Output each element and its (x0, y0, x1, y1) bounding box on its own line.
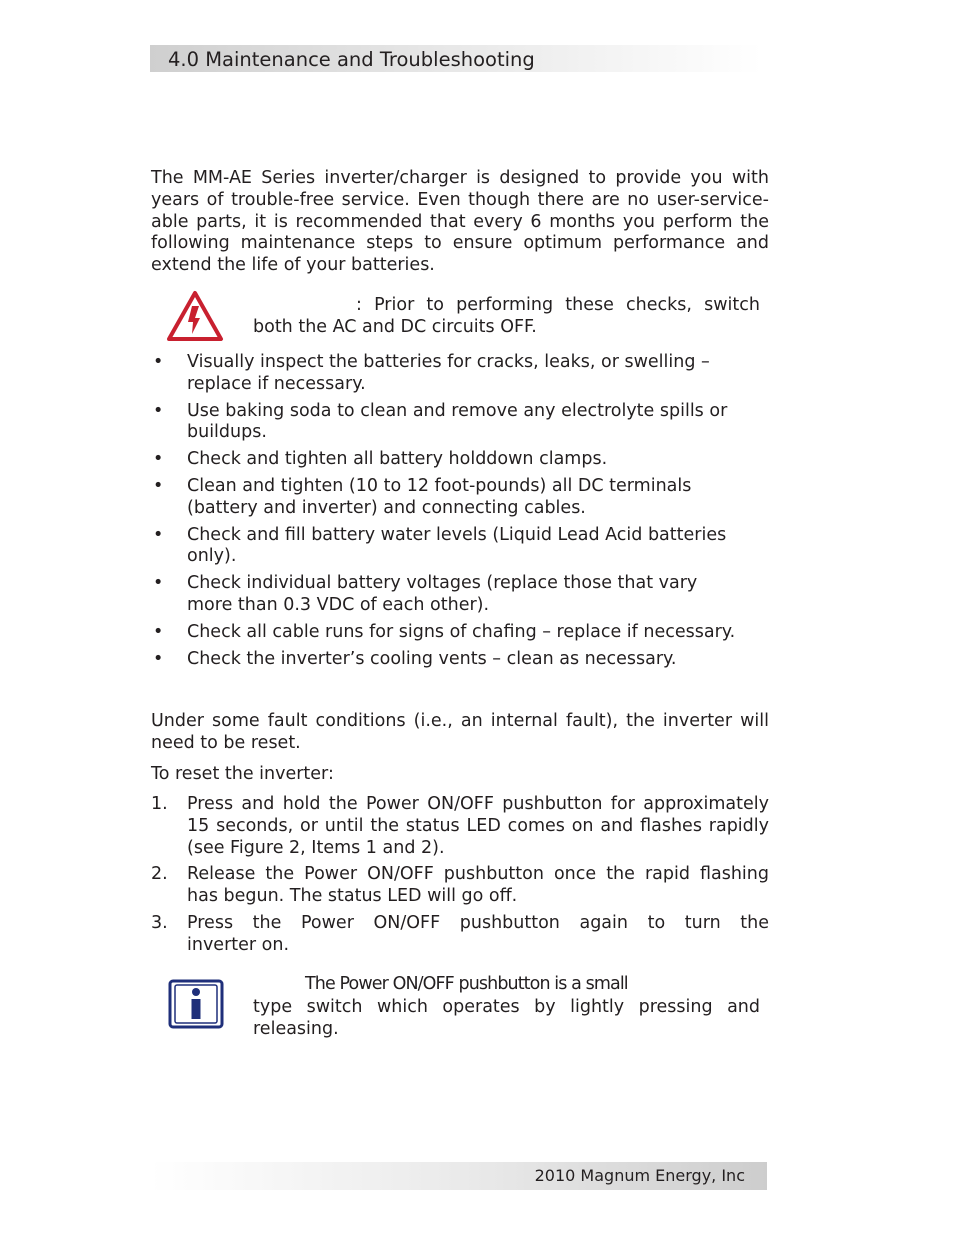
intro-line: able parts, it is recommended that every 6 months you perform the (151, 211, 769, 232)
list-item (151, 476, 771, 520)
step-number: 3. (151, 912, 168, 933)
list-item-text: Visually inspect the batteries for cracks, leaks, or swelling – (187, 352, 710, 372)
list-item-text: replace if necessary. (187, 373, 366, 394)
list-item (151, 525, 771, 569)
list-item-text: Check individual battery voltages (replace those that vary (187, 573, 698, 594)
step-text: (see Figure 2, Items 1 and 2). (187, 837, 445, 858)
note-text: type switch which operates by lightly pressing and (253, 997, 760, 1017)
bullet: • (153, 573, 164, 594)
list-item (151, 649, 771, 671)
list-item-text: Check and tighten all battery holddown clamps. (187, 449, 608, 470)
step-text: Release the Power ON/OFF pushbutton once the rapid flashing (187, 864, 769, 885)
intro-paragraph (151, 168, 769, 277)
list-item (151, 573, 771, 617)
intro-line: years of trouble-free service. Even though there are no user-service- (151, 189, 769, 210)
maintenance-checklist (151, 352, 771, 670)
list-item-text: Check and fill battery water levels (Liquid Lead Acid batteries (187, 524, 727, 545)
step-number: 1. (151, 794, 168, 814)
warning-text: both the AC and DC circuits OFF. (253, 317, 537, 337)
step-text: 15 seconds, or until the status LED comes on and flashes rapidly (187, 815, 769, 836)
intro-line: The MM-AE Series inverter/charger is designed to provide you with (151, 168, 769, 188)
warning-lightning-icon (166, 290, 224, 342)
reset-intro-line: Under some fault conditions (i.e., an internal fault), the inverter will (151, 711, 769, 731)
list-item (151, 352, 771, 396)
footer-text: 2010 Magnum Energy, Inc (534, 1166, 745, 1185)
note-text: The Power ON/OFF pushbutton is a small (305, 974, 628, 994)
reset-intro-line: need to be reset. (151, 732, 301, 753)
step-text: Press and hold the Power ON/OFF pushbutton for approximately (187, 794, 769, 814)
intro-line: following maintenance steps to ensure optimum performance and (151, 233, 769, 254)
bullet: • (153, 449, 164, 470)
section-title: 4.0 Maintenance and Troubleshooting (168, 48, 535, 71)
step-number: 2. (151, 864, 168, 885)
list-item-text: only). (187, 546, 237, 567)
step-text: Press the Power ON/OFF pushbutton again to turn the (187, 912, 769, 933)
bullet: • (153, 352, 164, 372)
list-item (151, 913, 769, 957)
info-icon (168, 979, 224, 1029)
note-text: releasing. (253, 1019, 339, 1039)
reset-steps (151, 794, 769, 957)
list-item-text: Check all cable runs for signs of chafing – replace if necessary. (187, 621, 736, 642)
bullet: • (153, 648, 164, 669)
warning-text: : Prior to performing these checks, switch (356, 295, 760, 315)
page-footer (150, 1162, 767, 1190)
reset-lead: To reset the inverter: (151, 764, 334, 784)
list-item-text: Check the inverter’s cooling vents – clean as necessary. (187, 648, 677, 669)
step-text: inverter on. (187, 934, 290, 955)
step-text: has begun. The status LED will go off. (187, 886, 518, 907)
list-item-text: (battery and inverter) and connecting cables. (187, 497, 586, 518)
section-header (150, 45, 762, 72)
list-item-text: buildups. (187, 422, 267, 443)
list-item-text: Use baking soda to clean and remove any electrolyte spills or (187, 400, 728, 421)
list-item (151, 449, 771, 471)
bullet: • (153, 400, 164, 421)
list-item (151, 622, 771, 644)
list-item-text: Clean and tighten (10 to 12 foot-pounds) all DC terminals (187, 475, 692, 496)
list-item-text: more than 0.3 VDC of each other). (187, 594, 490, 615)
reset-intro-paragraph (151, 711, 769, 755)
intro-line: extend the life of your batteries. (151, 255, 435, 276)
bullet: • (153, 475, 164, 496)
list-item (151, 864, 769, 908)
bullet: • (153, 524, 164, 545)
bullet: • (153, 621, 164, 642)
list-item (151, 794, 769, 859)
list-item (151, 401, 771, 445)
